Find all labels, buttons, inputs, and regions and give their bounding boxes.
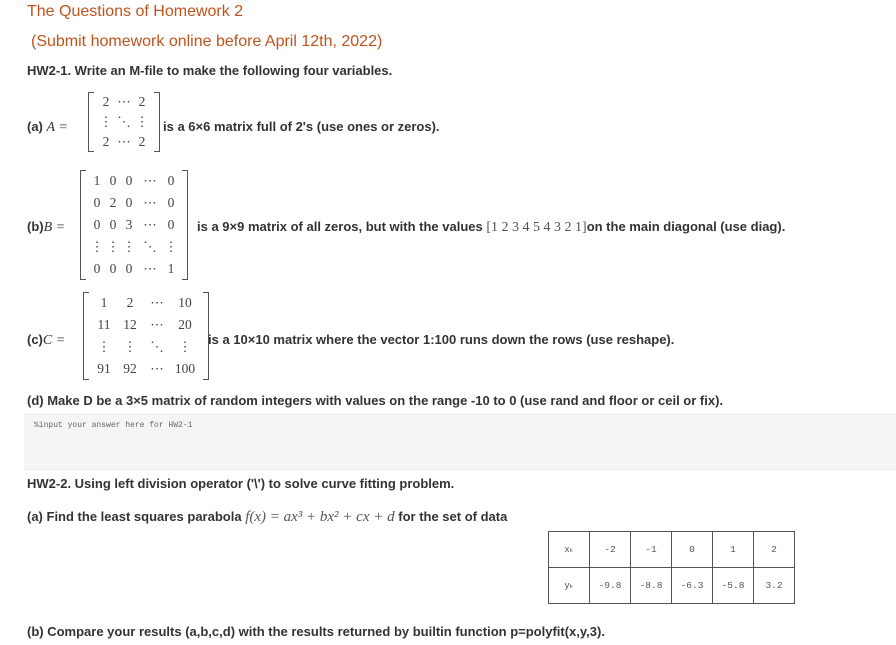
matrix-c-cell: 100 (174, 361, 196, 376)
y-cell: -5.8 (713, 568, 754, 604)
page-title: The Questions of Homework 2 (27, 3, 244, 20)
matrix-b-cell: 0 (93, 217, 101, 232)
part-c-label: (c)C = (27, 332, 66, 348)
matrix-b-cell: 0 (167, 217, 175, 232)
matrix-a-cell: ⋮ (99, 114, 113, 129)
y-cell: -9.8 (590, 568, 631, 604)
matrix-c-cell: ⋮ (123, 339, 137, 354)
part-c-desc: is a 10×10 matrix where the vector 1:100 runs down the rows (use reshape). (208, 332, 675, 347)
data-table (548, 531, 795, 604)
matrix-b-cell: 0 (109, 173, 117, 188)
matrix-b (80, 170, 188, 280)
matrix-a-cell: 2 (138, 94, 146, 109)
matrix-c-cell: ⋮ (178, 339, 192, 354)
table-row-x (549, 532, 795, 568)
matrix-c-cell: 92 (123, 361, 137, 376)
matrix-a (88, 92, 160, 152)
matrix-b-cell: ⋯ (143, 261, 157, 276)
matrix-c-cell: ⋯ (150, 361, 164, 376)
matrix-b-cell: 3 (125, 217, 133, 232)
y-cell: 3.2 (754, 568, 795, 604)
matrix-b-cell: 1 (93, 173, 101, 188)
var-a: A = (46, 120, 68, 135)
matrix-b-cell: 2 (109, 195, 117, 210)
matrix-b-cell: ⋮ (90, 239, 104, 254)
matrix-b-cell: 0 (125, 173, 133, 188)
diagonal-vector: [1 2 3 4 5 4 3 2 1] (486, 220, 587, 235)
matrix-b-cell: 0 (109, 261, 117, 276)
matrix-a-cell: 2 (138, 134, 146, 149)
matrix-b-cell: 0 (167, 195, 175, 210)
matrix-b-cell: ⋱ (143, 239, 157, 254)
matrix-a-cell: 2 (102, 134, 110, 149)
y-cell: -8.8 (631, 568, 672, 604)
matrix-c-cell: 1 (100, 295, 108, 310)
matrix-b-cell: 0 (93, 195, 101, 210)
matrix-b-cell: 0 (125, 195, 133, 210)
matrix-c-cell: 20 (178, 317, 192, 332)
matrix-c-cell: ⋮ (97, 339, 111, 354)
x-cell: -1 (631, 532, 672, 568)
matrix-c-cell: 91 (97, 361, 111, 376)
y-cell: -6.3 (672, 568, 713, 604)
matrix-c-cell: 2 (126, 295, 134, 310)
matrix-b-cell: ⋮ (122, 239, 136, 254)
matrix-c-cell: ⋱ (150, 339, 164, 354)
y-header: yₖ (549, 568, 590, 604)
var-c: C = (42, 333, 66, 348)
matrix-a-cell: ⋯ (117, 94, 131, 109)
matrix-b-cell: 0 (109, 217, 117, 232)
hw2-part-b: (b) Compare your results (a,b,c,d) with the results returned by builtin function p=polyfit(x,y,3). (27, 624, 605, 639)
x-cell: 1 (713, 532, 754, 568)
matrix-a-cell: 2 (102, 94, 110, 109)
part-a-desc: is a 6×6 matrix full of 2's (use ones or zeros). (163, 119, 440, 134)
matrix-b-cell: 0 (125, 261, 133, 276)
matrix-a-cell: ⋮ (135, 114, 149, 129)
answer-placeholder: %input your answer here for HW2-1 (34, 421, 193, 430)
matrix-b-cell: ⋯ (143, 173, 157, 188)
matrix-a-cell: ⋱ (117, 114, 131, 129)
matrix-c-cell: 12 (123, 317, 137, 332)
matrix-a-cell: ⋯ (117, 134, 131, 149)
var-b: B = (43, 220, 66, 235)
parabola-formula: f(x) = ax³ + bx² + cx + d (245, 509, 395, 525)
matrix-b-cell: 1 (167, 261, 175, 276)
x-cell: 0 (672, 532, 713, 568)
matrix-b-cell: ⋯ (143, 195, 157, 210)
hw2-heading: HW2-2. Using left division operator ('\') to solve curve fitting problem. (27, 476, 455, 491)
part-a-label: (a) A = (27, 119, 68, 135)
matrix-b-cell: 0 (93, 261, 101, 276)
x-header: xₖ (549, 532, 590, 568)
hw1-heading: HW2-1. Write an M-file to make the following four variables. (27, 63, 393, 78)
matrix-c (83, 292, 209, 380)
answer-input-hw1[interactable] (24, 414, 896, 470)
x-cell: 2 (754, 532, 795, 568)
matrix-c-cell: ⋯ (150, 295, 164, 310)
matrix-c-cell: 11 (97, 317, 111, 332)
matrix-b-cell: ⋮ (164, 239, 178, 254)
matrix-b-cell: 0 (167, 173, 175, 188)
hw2-part-a: (a) Find the least squares parabola f(x) = ax³ + bx² + cx + d for the set of data (27, 509, 508, 525)
matrix-c-cell: 10 (178, 295, 192, 310)
part-b-desc: is a 9×9 matrix of all zeros, but with the values [1 2 3 4 5 4 3 2 1]on the main diagonal (use diag). (197, 219, 786, 235)
matrix-c-cell: ⋯ (150, 317, 164, 332)
part-d-desc: (d) Make D be a 3×5 matrix of random integers with values on the range -10 to 0 (use rand and floor or ceil or fix). (27, 393, 724, 408)
matrix-b-cell: ⋮ (106, 239, 120, 254)
page-subtitle: (Submit homework online before April 12th, 2022) (31, 33, 383, 50)
part-b-label: (b)B = (27, 219, 66, 235)
x-cell: -2 (590, 532, 631, 568)
matrix-b-cell: ⋯ (143, 217, 157, 232)
table-row-y (549, 568, 795, 604)
